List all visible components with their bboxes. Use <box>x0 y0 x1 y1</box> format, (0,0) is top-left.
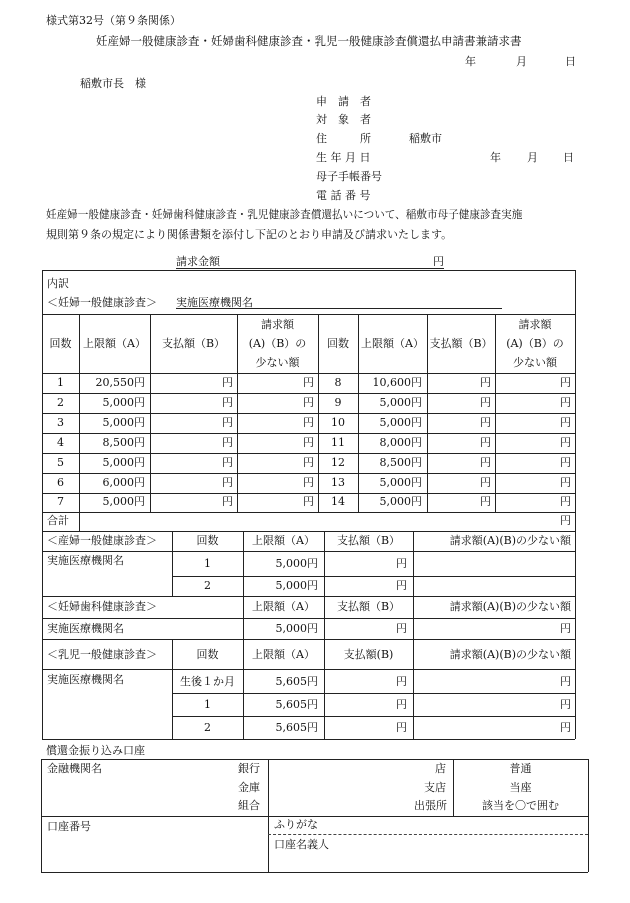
row-paid-unit: 円 <box>480 476 491 489</box>
row-limit: 8,500円 <box>102 436 145 449</box>
infant-row-claim-unit: 円 <box>560 698 571 711</box>
row-count: 4 <box>57 436 64 449</box>
row-count: 5 <box>57 456 64 469</box>
row-count: 9 <box>334 396 342 409</box>
account-number-label: 口座番号 <box>47 820 91 833</box>
row-paid-unit: 円 <box>222 376 233 389</box>
row-count: 13 <box>331 476 345 489</box>
row-paid-unit: 円 <box>480 416 491 429</box>
row-claim-unit: 円 <box>560 495 571 508</box>
infant-row-count: 生後１か月 <box>180 675 235 688</box>
branch-type-shucchojo: 出張所 <box>414 799 447 812</box>
row-paid-unit: 円 <box>480 396 491 409</box>
infant-row-paid-unit: 円 <box>396 675 407 688</box>
row-count: 2 <box>57 396 64 409</box>
row-claim-unit: 円 <box>303 476 314 489</box>
statement-line-1: 妊産婦一般健康診査・妊婦歯科健康診査・乳児健康診査償還払いについて、稲敷市母子健康診査実施 <box>46 209 523 221</box>
row-claim-unit: 円 <box>560 456 571 469</box>
postpartum-row-count: 1 <box>204 557 211 570</box>
postpartum-row-count: 2 <box>204 579 211 592</box>
col-header-claim-2-2: (A)（B）の <box>506 337 564 350</box>
pregnant-section-title: ＜妊婦一般健康診査＞ <box>47 296 157 309</box>
infant-claim-header: 請求額(A)(B)の少ない額 <box>449 648 571 661</box>
infant-row-count: 1 <box>204 698 211 711</box>
date-year: 年 <box>465 55 476 68</box>
applicant-heading: 申 請 者 <box>316 95 371 108</box>
col-header-claim-2-1: 請求額 <box>518 318 552 331</box>
row-claim-unit: 円 <box>560 436 571 449</box>
infant-row-paid-unit: 円 <box>396 721 407 734</box>
dental-claim-header: 請求額(A)(B)の少ない額 <box>449 600 571 613</box>
claim-amount-label: 請求金額 <box>176 255 220 268</box>
postpartum-section-title: ＜産婦一般健康診査＞ <box>47 534 157 547</box>
birth-year: 年 <box>490 151 501 164</box>
total-unit: 円 <box>560 514 571 527</box>
branch-type-shiten: 支店 <box>424 781 446 794</box>
dental-section-title: ＜妊婦歯科健康診査＞ <box>47 600 157 613</box>
infant-row-claim-unit: 円 <box>560 721 571 734</box>
col-header-claim-2-3: 少ない額 <box>513 356 557 369</box>
birth-month: 月 <box>527 151 538 164</box>
pregnant-facility-underline <box>176 308 502 309</box>
bank-type-shinkin: 金庫 <box>238 781 260 794</box>
date-month: 月 <box>516 55 527 68</box>
col-header-limit: 上限額（A） <box>83 337 146 350</box>
dental-facility-label: 実施医療機関名 <box>47 622 124 635</box>
row-paid-unit: 円 <box>222 436 233 449</box>
row-limit: 5,000円 <box>102 416 145 429</box>
postpartum-count-header: 回数 <box>196 534 219 547</box>
target-person-label: 対 象 者 <box>316 113 371 126</box>
infant-row-claim-unit: 円 <box>560 675 571 688</box>
row-claim-unit: 円 <box>560 376 571 389</box>
row-count: 6 <box>57 476 64 489</box>
col-header-limit-2: 上限額（A） <box>361 337 424 350</box>
infant-count-header: 回数 <box>196 648 219 661</box>
birth-day: 日 <box>563 151 574 164</box>
total-label: 合計 <box>47 514 69 527</box>
account-holder-label: 口座名義人 <box>274 838 329 851</box>
birthdate-label: 生 年 月 日 <box>316 151 371 164</box>
row-count: 3 <box>57 416 64 429</box>
bank-section-title: 償還金振り込み口座 <box>46 744 145 757</box>
form-title: 妊産婦一般健康診査・妊婦歯科健康診査・乳児一般健康診査償還払申請書兼請求書 <box>96 34 522 48</box>
row-paid-unit: 円 <box>480 436 491 449</box>
dental-limit-header: 上限額（A） <box>252 600 315 613</box>
infant-row-paid-unit: 円 <box>396 698 407 711</box>
row-count: 11 <box>331 436 345 449</box>
row-limit: 5,000円 <box>379 416 422 429</box>
addressee: 稲敷市長 様 <box>80 77 146 90</box>
pregnant-facility-label: 実施医療機関名 <box>176 296 253 309</box>
row-claim-unit: 円 <box>303 376 314 389</box>
row-paid-unit: 円 <box>480 376 491 389</box>
row-count: 12 <box>331 456 345 469</box>
infant-limit-header: 上限額（A） <box>252 648 315 661</box>
row-count: 1 <box>57 376 64 389</box>
claim-amount-underline <box>176 268 444 269</box>
row-claim-unit: 円 <box>303 436 314 449</box>
postpartum-row-limit: 5,000円 <box>275 557 318 570</box>
branch-type-store: 店 <box>435 762 446 775</box>
row-paid-unit: 円 <box>222 495 233 508</box>
row-claim-unit: 円 <box>560 476 571 489</box>
institution-label: 金融機関名 <box>47 762 102 775</box>
col-header-claim-3: 少ない額 <box>255 356 300 369</box>
row-limit: 10,600円 <box>372 376 422 389</box>
statement-line-2: 規則第９条の規定により関係書類を添付し下記のとおり申請及び請求いたします。 <box>46 228 453 241</box>
row-claim-unit: 円 <box>303 456 314 469</box>
row-claim-unit: 円 <box>303 416 314 429</box>
row-claim-unit: 円 <box>560 416 571 429</box>
bank-type-ginko: 銀行 <box>238 762 260 775</box>
row-paid-unit: 円 <box>480 456 491 469</box>
col-header-count: 回数 <box>49 337 72 350</box>
infant-row-limit: 5,605円 <box>275 721 318 734</box>
col-header-paid-2: 支払額（B） <box>429 337 493 350</box>
dental-limit: 5,000円 <box>275 622 318 635</box>
infant-paid-header: 支払額(B) <box>343 648 394 661</box>
dental-claim-unit: 円 <box>560 622 571 635</box>
phone-label: 電 話 番 号 <box>316 189 371 202</box>
row-claim-unit: 円 <box>560 396 571 409</box>
row-limit: 8,500円 <box>379 456 422 469</box>
row-limit: 5,000円 <box>379 476 422 489</box>
row-limit: 5,000円 <box>102 396 145 409</box>
postpartum-row-paid-unit: 円 <box>396 557 407 570</box>
account-type-toza: 当座 <box>509 781 532 794</box>
row-paid-unit: 円 <box>222 476 233 489</box>
row-count: 7 <box>57 495 64 508</box>
form-number: 様式第32号（第９条関係） <box>46 14 181 27</box>
row-count: 8 <box>334 376 342 389</box>
dental-paid-unit: 円 <box>396 622 407 635</box>
account-type-futsu: 普通 <box>509 762 532 775</box>
furigana-label: ふりがな <box>274 818 318 831</box>
dental-paid-header: 支払額（B） <box>336 600 401 613</box>
row-limit: 5,000円 <box>379 495 422 508</box>
infant-row-limit: 5,605円 <box>275 675 318 688</box>
row-count: 10 <box>331 416 345 429</box>
row-limit: 8,000円 <box>379 436 422 449</box>
postpartum-claim-header: 請求額(A)(B)の少ない額 <box>449 534 571 547</box>
row-paid-unit: 円 <box>480 495 491 508</box>
row-count: 14 <box>331 495 345 508</box>
row-limit: 5,000円 <box>102 456 145 469</box>
row-limit: 20,550円 <box>95 376 145 389</box>
row-claim-unit: 円 <box>303 396 314 409</box>
address-value: 稲敷市 <box>409 132 442 145</box>
col-header-claim-1: 請求額 <box>261 318 294 331</box>
infant-row-limit: 5,605円 <box>275 698 318 711</box>
row-limit: 5,000円 <box>102 495 145 508</box>
postpartum-row-limit: 5,000円 <box>275 579 318 592</box>
col-header-paid: 支払額（B） <box>161 337 226 350</box>
postpartum-row-paid-unit: 円 <box>396 579 407 592</box>
row-paid-unit: 円 <box>222 456 233 469</box>
claim-amount-unit: 円 <box>433 255 444 268</box>
infant-row-count: 2 <box>204 721 211 734</box>
row-claim-unit: 円 <box>303 495 314 508</box>
breakdown-label: 内訳 <box>47 277 69 290</box>
col-header-count-2: 回数 <box>327 337 349 350</box>
infant-section-title: ＜乳児一般健康診査＞ <box>47 648 157 661</box>
infant-facility-label: 実施医療機関名 <box>47 673 124 686</box>
postpartum-limit-header: 上限額（A） <box>252 534 315 547</box>
postpartum-facility-label: 実施医療機関名 <box>47 554 124 567</box>
col-header-claim-2: (A)（B）の <box>248 337 307 350</box>
postpartum-paid-header: 支払額（B） <box>336 534 401 547</box>
date-day: 日 <box>565 55 576 68</box>
account-type-note: 該当を〇で囲む <box>482 799 559 812</box>
row-paid-unit: 円 <box>222 416 233 429</box>
bank-type-kumiai: 組合 <box>238 799 260 812</box>
row-paid-unit: 円 <box>222 396 233 409</box>
row-limit: 6,000円 <box>102 476 145 489</box>
boshi-techo-label: 母子手帳番号 <box>316 170 382 183</box>
row-limit: 5,000円 <box>379 396 422 409</box>
address-label: 住 所 <box>316 132 371 145</box>
